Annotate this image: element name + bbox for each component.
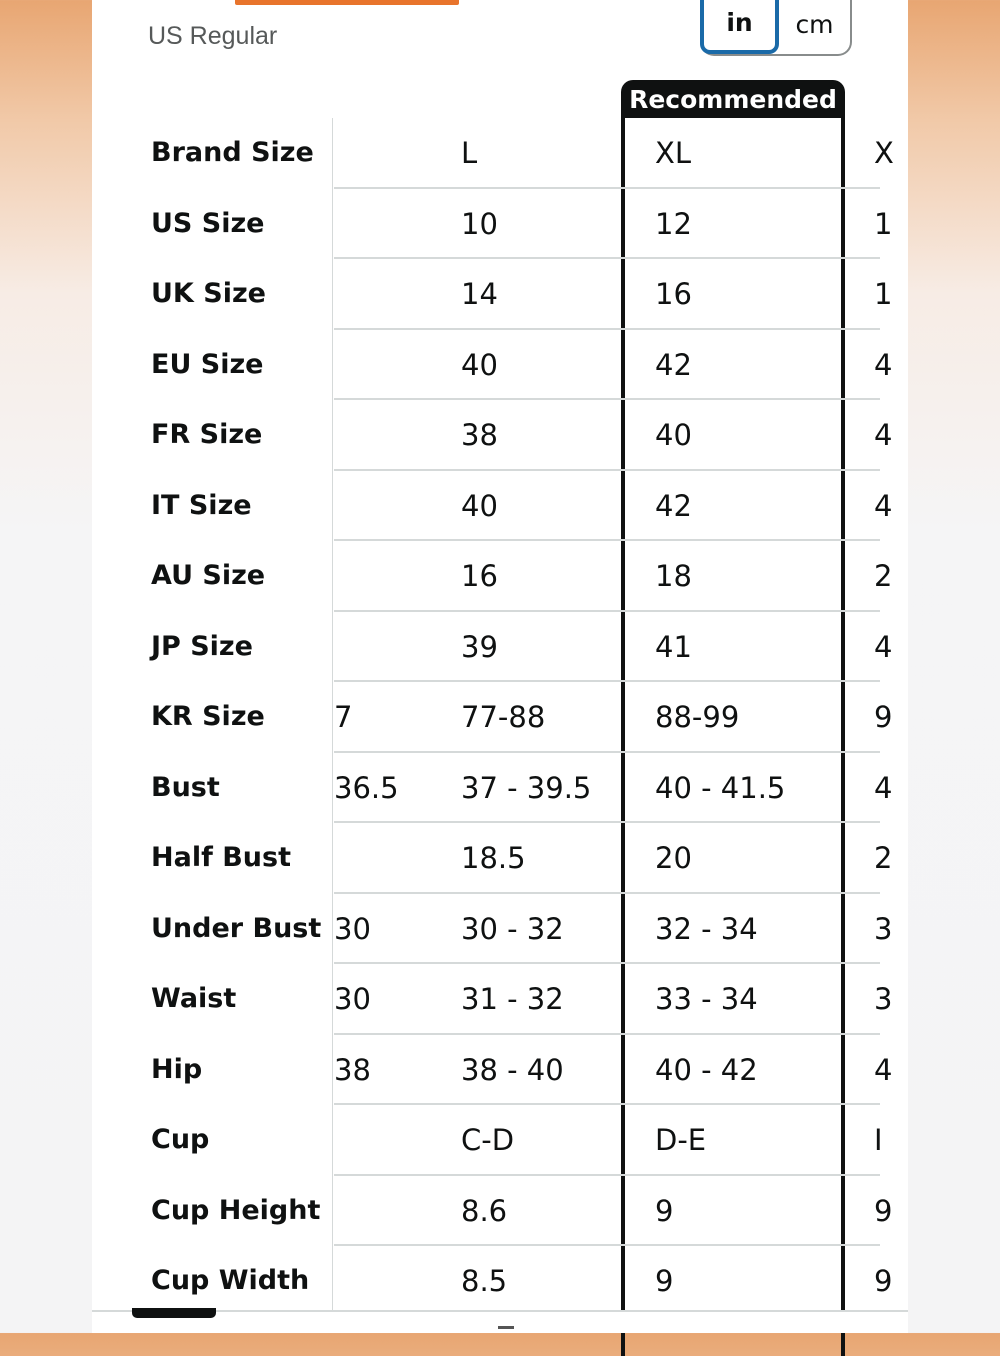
cell-size-xl: 42 <box>655 347 692 382</box>
cell-next-size: 2 <box>874 841 893 875</box>
cell-next-size: 9 <box>874 700 893 734</box>
active-tab-indicator <box>235 0 459 5</box>
region-label: US Regular <box>148 22 278 50</box>
cell-size-l: 77-88 <box>461 700 546 734</box>
cell-previous-size: 7 <box>334 700 353 734</box>
cell-size-xl: 32 - 34 <box>655 911 758 946</box>
cell-size-l: C-D <box>461 1123 515 1157</box>
row-label: Bust <box>151 771 220 803</box>
cell-size-xl: 42 <box>655 488 692 523</box>
cell-next-size: 4 <box>874 488 893 523</box>
recommended-badge: Recommended <box>621 80 845 118</box>
row-label: Half Bust <box>151 842 291 873</box>
table-row <box>0 753 1000 824</box>
cell-size-xl: 9 <box>655 1193 674 1228</box>
cell-size-l: 16 <box>461 559 498 593</box>
table-row <box>0 400 1000 471</box>
cell-next-size: 4 <box>874 1052 893 1087</box>
row-label: Brand Size <box>151 137 314 168</box>
unit-inches-button[interactable]: in <box>700 0 779 54</box>
cell-size-xl: 9 <box>655 1264 674 1298</box>
table-row <box>0 894 1000 965</box>
cell-size-l: 40 <box>461 488 498 523</box>
row-label: US Size <box>151 207 265 239</box>
cell-next-size: 4 <box>874 418 893 452</box>
table-row <box>0 612 1000 683</box>
table-row <box>0 1105 1000 1176</box>
cell-size-xl: 20 <box>655 841 692 875</box>
cell-size-xl: XL <box>655 136 692 170</box>
cell-size-xl: 12 <box>655 206 692 241</box>
cell-size-l: 10 <box>461 206 498 241</box>
row-label: Cup Width <box>151 1265 310 1296</box>
size-table <box>0 118 1000 1317</box>
cell-size-l: 37 - 39.5 <box>461 770 592 805</box>
row-label: Hip <box>151 1053 203 1085</box>
cell-next-size: 4 <box>874 629 893 664</box>
table-row <box>0 1246 1000 1317</box>
cell-size-xl: 40 - 41.5 <box>655 770 786 805</box>
cell-size-xl: 16 <box>655 277 692 311</box>
cell-size-xl: 41 <box>655 629 692 664</box>
cell-previous-size: 30 <box>334 982 371 1016</box>
table-row <box>0 259 1000 330</box>
cell-previous-size: 36.5 <box>334 770 399 805</box>
cell-size-l: L <box>461 136 478 170</box>
row-label: Cup <box>151 1124 210 1155</box>
cell-next-size: 9 <box>874 1264 893 1298</box>
table-row <box>0 330 1000 401</box>
table-row <box>0 471 1000 542</box>
cell-size-xl: 40 - 42 <box>655 1052 758 1087</box>
table-row <box>0 1035 1000 1106</box>
cell-size-xl: 40 <box>655 418 692 452</box>
row-label: Under Bust <box>151 912 322 944</box>
bottom-handle-icon <box>498 1326 514 1329</box>
cell-size-l: 31 - 32 <box>461 982 564 1016</box>
cell-previous-size: 30 <box>334 911 371 946</box>
row-label: FR Size <box>151 419 263 450</box>
row-label: UK Size <box>151 278 266 309</box>
cell-size-l: 40 <box>461 347 498 382</box>
row-label: JP Size <box>151 630 253 662</box>
cell-size-l: 14 <box>461 277 498 311</box>
cell-previous-size: 38 <box>334 1052 371 1087</box>
table-row <box>0 541 1000 612</box>
cell-next-size: 3 <box>874 911 893 946</box>
cell-next-size: I <box>874 1123 883 1157</box>
cell-size-xl: 18 <box>655 559 692 593</box>
cell-next-size: 1 <box>874 277 893 311</box>
table-row <box>0 189 1000 260</box>
row-label: Waist <box>151 983 237 1014</box>
cell-next-size: 1 <box>874 206 893 241</box>
cell-size-l: 30 - 32 <box>461 911 564 946</box>
unit-centimeters-button[interactable]: cm <box>795 9 834 39</box>
table-row <box>0 964 1000 1035</box>
cell-next-size: 9 <box>874 1193 893 1228</box>
cell-size-xl: 88-99 <box>655 700 740 734</box>
unit-toggle[interactable] <box>700 0 852 56</box>
row-label: Cup Height <box>151 1194 321 1226</box>
horizontal-scroll-thumb[interactable] <box>132 1308 216 1318</box>
table-row <box>0 682 1000 753</box>
table-row <box>0 823 1000 894</box>
row-label: KR Size <box>151 701 265 732</box>
cell-size-xl: 33 - 34 <box>655 982 758 1016</box>
cell-size-l: 8.6 <box>461 1193 508 1228</box>
row-label: EU Size <box>151 348 264 380</box>
cell-size-l: 18.5 <box>461 841 526 875</box>
row-label: AU Size <box>151 560 266 591</box>
cell-size-l: 39 <box>461 629 498 664</box>
cell-next-size: X <box>874 136 894 170</box>
cell-next-size: 3 <box>874 982 893 1016</box>
cell-next-size: 4 <box>874 347 893 382</box>
cell-next-size: 2 <box>874 559 893 593</box>
cell-size-xl: D-E <box>655 1123 707 1157</box>
cell-size-l: 38 - 40 <box>461 1052 564 1087</box>
cell-next-size: 4 <box>874 770 893 805</box>
table-row <box>0 118 1000 189</box>
cell-size-l: 38 <box>461 418 498 452</box>
cell-size-l: 8.5 <box>461 1264 508 1298</box>
table-row <box>0 1176 1000 1247</box>
row-label: IT Size <box>151 489 252 521</box>
